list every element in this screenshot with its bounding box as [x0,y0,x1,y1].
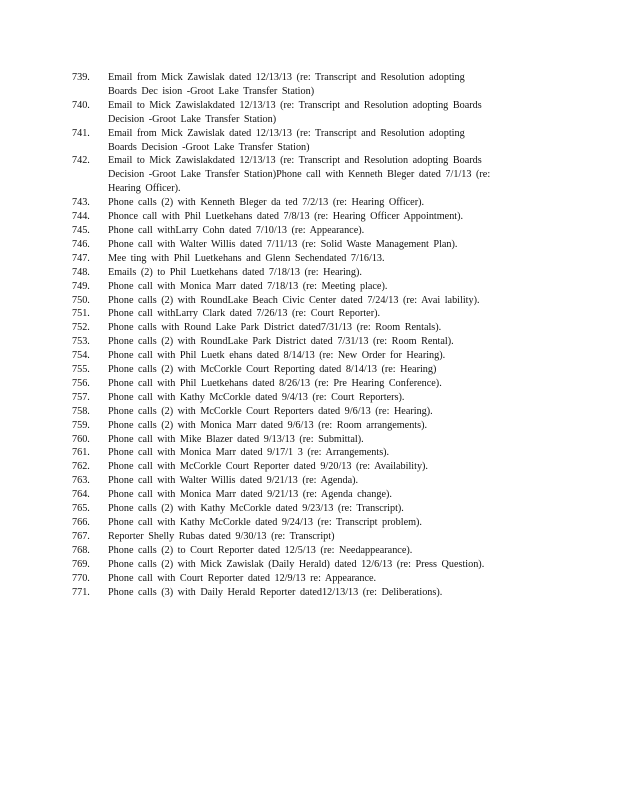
list-item [72,335,532,349]
entry-line: Email to Mick Zawislakdated 12/13/13 (re: Transcript and Resolution adopting Boards [108,99,482,111]
list-item [72,530,532,544]
entry-number: 751. [72,308,90,320]
entry-text [108,419,532,433]
entry-number: 748. [72,266,90,278]
entry-list [72,71,532,599]
list-item [72,586,532,600]
entry-number: 744. [72,211,90,223]
list-item [72,502,532,516]
entry-number: 769. [72,558,90,570]
entry-line: Phone call with Phil Luetk ehans dated 8/14/13 (re: New Order for Hearing). [108,350,446,362]
entry-text [108,363,532,377]
entry-line: Email to Mick Zawislakdated 12/13/13 (re: Transcript and Resolution adopting Boards [108,155,482,167]
entry-line: Phone call with Monica Marr dated 9/17/1 3 (re: Arrangements). [108,447,390,459]
entry-text [108,544,532,558]
entry-number: 750. [72,294,90,306]
entry-text [108,335,532,349]
entry-line: Phone call withLarry Cohn dated 7/10/13 (re: Appearance). [108,224,365,236]
entry-number: 745. [72,224,90,236]
entry-line: Phone calls (2) with Kathy McCorkle dated 9/23/13 (re: Transcript). [108,503,404,515]
entry-text [108,391,532,405]
entry-number: 747. [72,252,90,264]
entry-line: Phone call withLarry Clark dated 7/26/13 (re: Court Reporter). [108,308,381,320]
list-item [72,544,532,558]
entry-number: 768. [72,544,90,556]
list-item [72,252,532,266]
entry-line: Phone call with McCorkle Court Reporter dated 9/20/13 (re: Availability). [108,461,428,473]
entry-number: 771. [72,586,90,598]
list-item [72,572,532,586]
list-item [72,321,532,335]
list-item [72,196,532,210]
entry-number: 764. [72,489,90,501]
list-item [72,488,532,502]
entry-line: Phone call with Court Reporter dated 12/9/13 re: Appearance. [108,572,377,584]
entry-number: 755. [72,364,90,376]
entry-text [108,349,532,363]
entry-text [108,586,532,600]
entry-number: 739. [72,72,90,83]
entry-line: Hearing Officer). [108,183,181,195]
list-item [72,99,532,127]
entry-number: 763. [72,475,90,487]
entry-text [108,294,532,308]
entry-text [108,502,532,516]
entry-line: Phonce call with Phil Luetkehans dated 7/8/13 (re: Hearing Officer Appointment). [108,211,464,223]
entry-text [108,210,532,224]
list-item [72,154,532,196]
entry-number: 760. [72,433,90,445]
entry-line: Phone calls (2) with RoundLake Beach Civic Center dated 7/24/13 (re: Avai lability). [108,294,480,306]
entry-text [108,252,532,266]
list-item [72,224,532,238]
entry-number: 742. [72,155,90,167]
entry-text [108,558,532,572]
list-item [72,349,532,363]
entry-line: Phone call with Kathy McCorkle dated 9/4/13 (re: Court Reporters). [108,391,405,403]
entry-line: Emails (2) to Phil Luetkehans dated 7/18/13 (re: Hearing). [108,266,362,278]
entry-number: 761. [72,447,90,459]
list-item [72,238,532,252]
entry-line: Email from Mick Zawislak dated 12/13/13 (re: Transcript and Resolution adopting [108,72,465,83]
entry-text [108,127,532,155]
list-item [72,266,532,280]
entry-text [108,405,532,419]
entry-line: Decision -Groot Lake Transfer Station) [108,113,277,125]
entry-line: Phone call with Mike Blazer dated 9/13/13 (re: Submittal). [108,433,364,445]
entry-text [108,266,532,280]
entry-line: Phone calls (2) with RoundLake Park District dated 7/31/13 (re: Room Rental). [108,336,454,348]
entry-number: 766. [72,517,90,528]
list-item [72,71,532,99]
entry-line: Boards Dec ision -Groot Lake Transfer Station) [108,85,315,97]
entry-number: 765. [72,503,90,515]
entry-text [108,321,532,335]
list-item [72,307,532,321]
list-item [72,419,532,433]
entry-text [108,516,532,530]
entry-line: Phone calls (2) to Court Reporter dated 12/5/13 (re: Needappearance). [108,544,413,556]
entry-line: Boards Decision -Groot Lake Transfer Station) [108,141,310,153]
list-item [72,377,532,391]
entry-text [108,572,532,586]
entry-line: Decision -Groot Lake Transfer Station)Phone call with Kenneth Bleger dated 7/1/13 (re: [108,169,491,181]
list-item [72,405,532,419]
list-item [72,210,532,224]
entry-text [108,280,532,294]
list-item [72,474,532,488]
entry-line: Phone call with Walter Willis dated 7/11/13 (re: Solid Waste Management Plan). [108,238,458,250]
entry-number: 756. [72,377,90,389]
entry-line: Phone call with Monica Marr dated 9/21/13 (re: Agenda change). [108,489,392,501]
entry-number: 762. [72,461,90,473]
entry-text [108,377,532,391]
entry-text [108,224,532,238]
list-item [72,460,532,474]
entry-line: Phone calls with Round Lake Park District dated7/31/13 (re: Room Rentals). [108,322,442,334]
entry-line: Phone calls (2) with McCorkle Court Reporting dated 8/14/13 (re: Hearing) [108,364,437,376]
entry-text [108,71,532,99]
entry-line: Phone call with Monica Marr dated 7/18/13 (re: Meeting place). [108,280,388,292]
entry-number: 759. [72,419,90,431]
entry-number: 740. [72,99,90,111]
list-item [72,516,532,530]
list-item [72,446,532,460]
list-item [72,433,532,447]
entry-text [108,433,532,447]
entry-line: Phone calls (3) with Daily Herald Reporter dated12/13/13 (re: Deliberations). [108,586,443,598]
list-item [72,127,532,155]
entry-text [108,238,532,252]
entry-number: 757. [72,391,90,403]
entry-text [108,460,532,474]
entry-text [108,196,532,210]
entry-number: 746. [72,238,90,250]
entry-text [108,488,532,502]
entry-number: 753. [72,336,90,348]
entry-text [108,446,532,460]
list-item [72,558,532,572]
entry-number: 749. [72,280,90,292]
entry-number: 770. [72,572,90,584]
entry-line: Phone call with Kathy McCorkle dated 9/24/13 (re: Transcript problem). [108,517,422,528]
entry-line: Mee ting with Phil Luetkehans and Glenn Sechendated 7/16/13. [108,252,385,264]
entry-line: Phone calls (2) with Monica Marr dated 9/6/13 (re: Room arrangements). [108,419,428,431]
entry-line: Email from Mick Zawislak dated 12/13/13 (re: Transcript and Resolution adopting [108,127,465,139]
entry-line: Phone calls (2) with Mick Zawislak (Daily Herald) dated 12/6/13 (re: Press Question). [108,558,485,570]
entry-line: Phone calls (2) with Kenneth Bleger da ted 7/2/13 (re: Hearing Officer). [108,197,425,209]
list-item [72,280,532,294]
entry-line: Reporter Shelly Rubas dated 9/30/13 (re: Transcript) [108,530,335,542]
entry-text [108,154,532,196]
entry-text [108,307,532,321]
entry-line: Phone calls (2) with McCorkle Court Reporters dated 9/6/13 (re: Hearing). [108,405,433,417]
entry-number: 758. [72,405,90,417]
entry-line: Phone call with Walter Willis dated 9/21/13 (re: Agenda). [108,475,359,487]
entry-text [108,99,532,127]
list-item [72,294,532,308]
entry-line: Phone call with Phil Luetkehans dated 8/26/13 (re: Pre Hearing Conference). [108,377,442,389]
entry-text [108,530,532,544]
list-item [72,391,532,405]
entry-number: 754. [72,350,90,362]
list-item [72,363,532,377]
entry-number: 743. [72,197,90,209]
entry-number: 752. [72,322,90,334]
entry-text [108,474,532,488]
entry-number: 741. [72,127,90,139]
entry-number: 767. [72,530,90,542]
